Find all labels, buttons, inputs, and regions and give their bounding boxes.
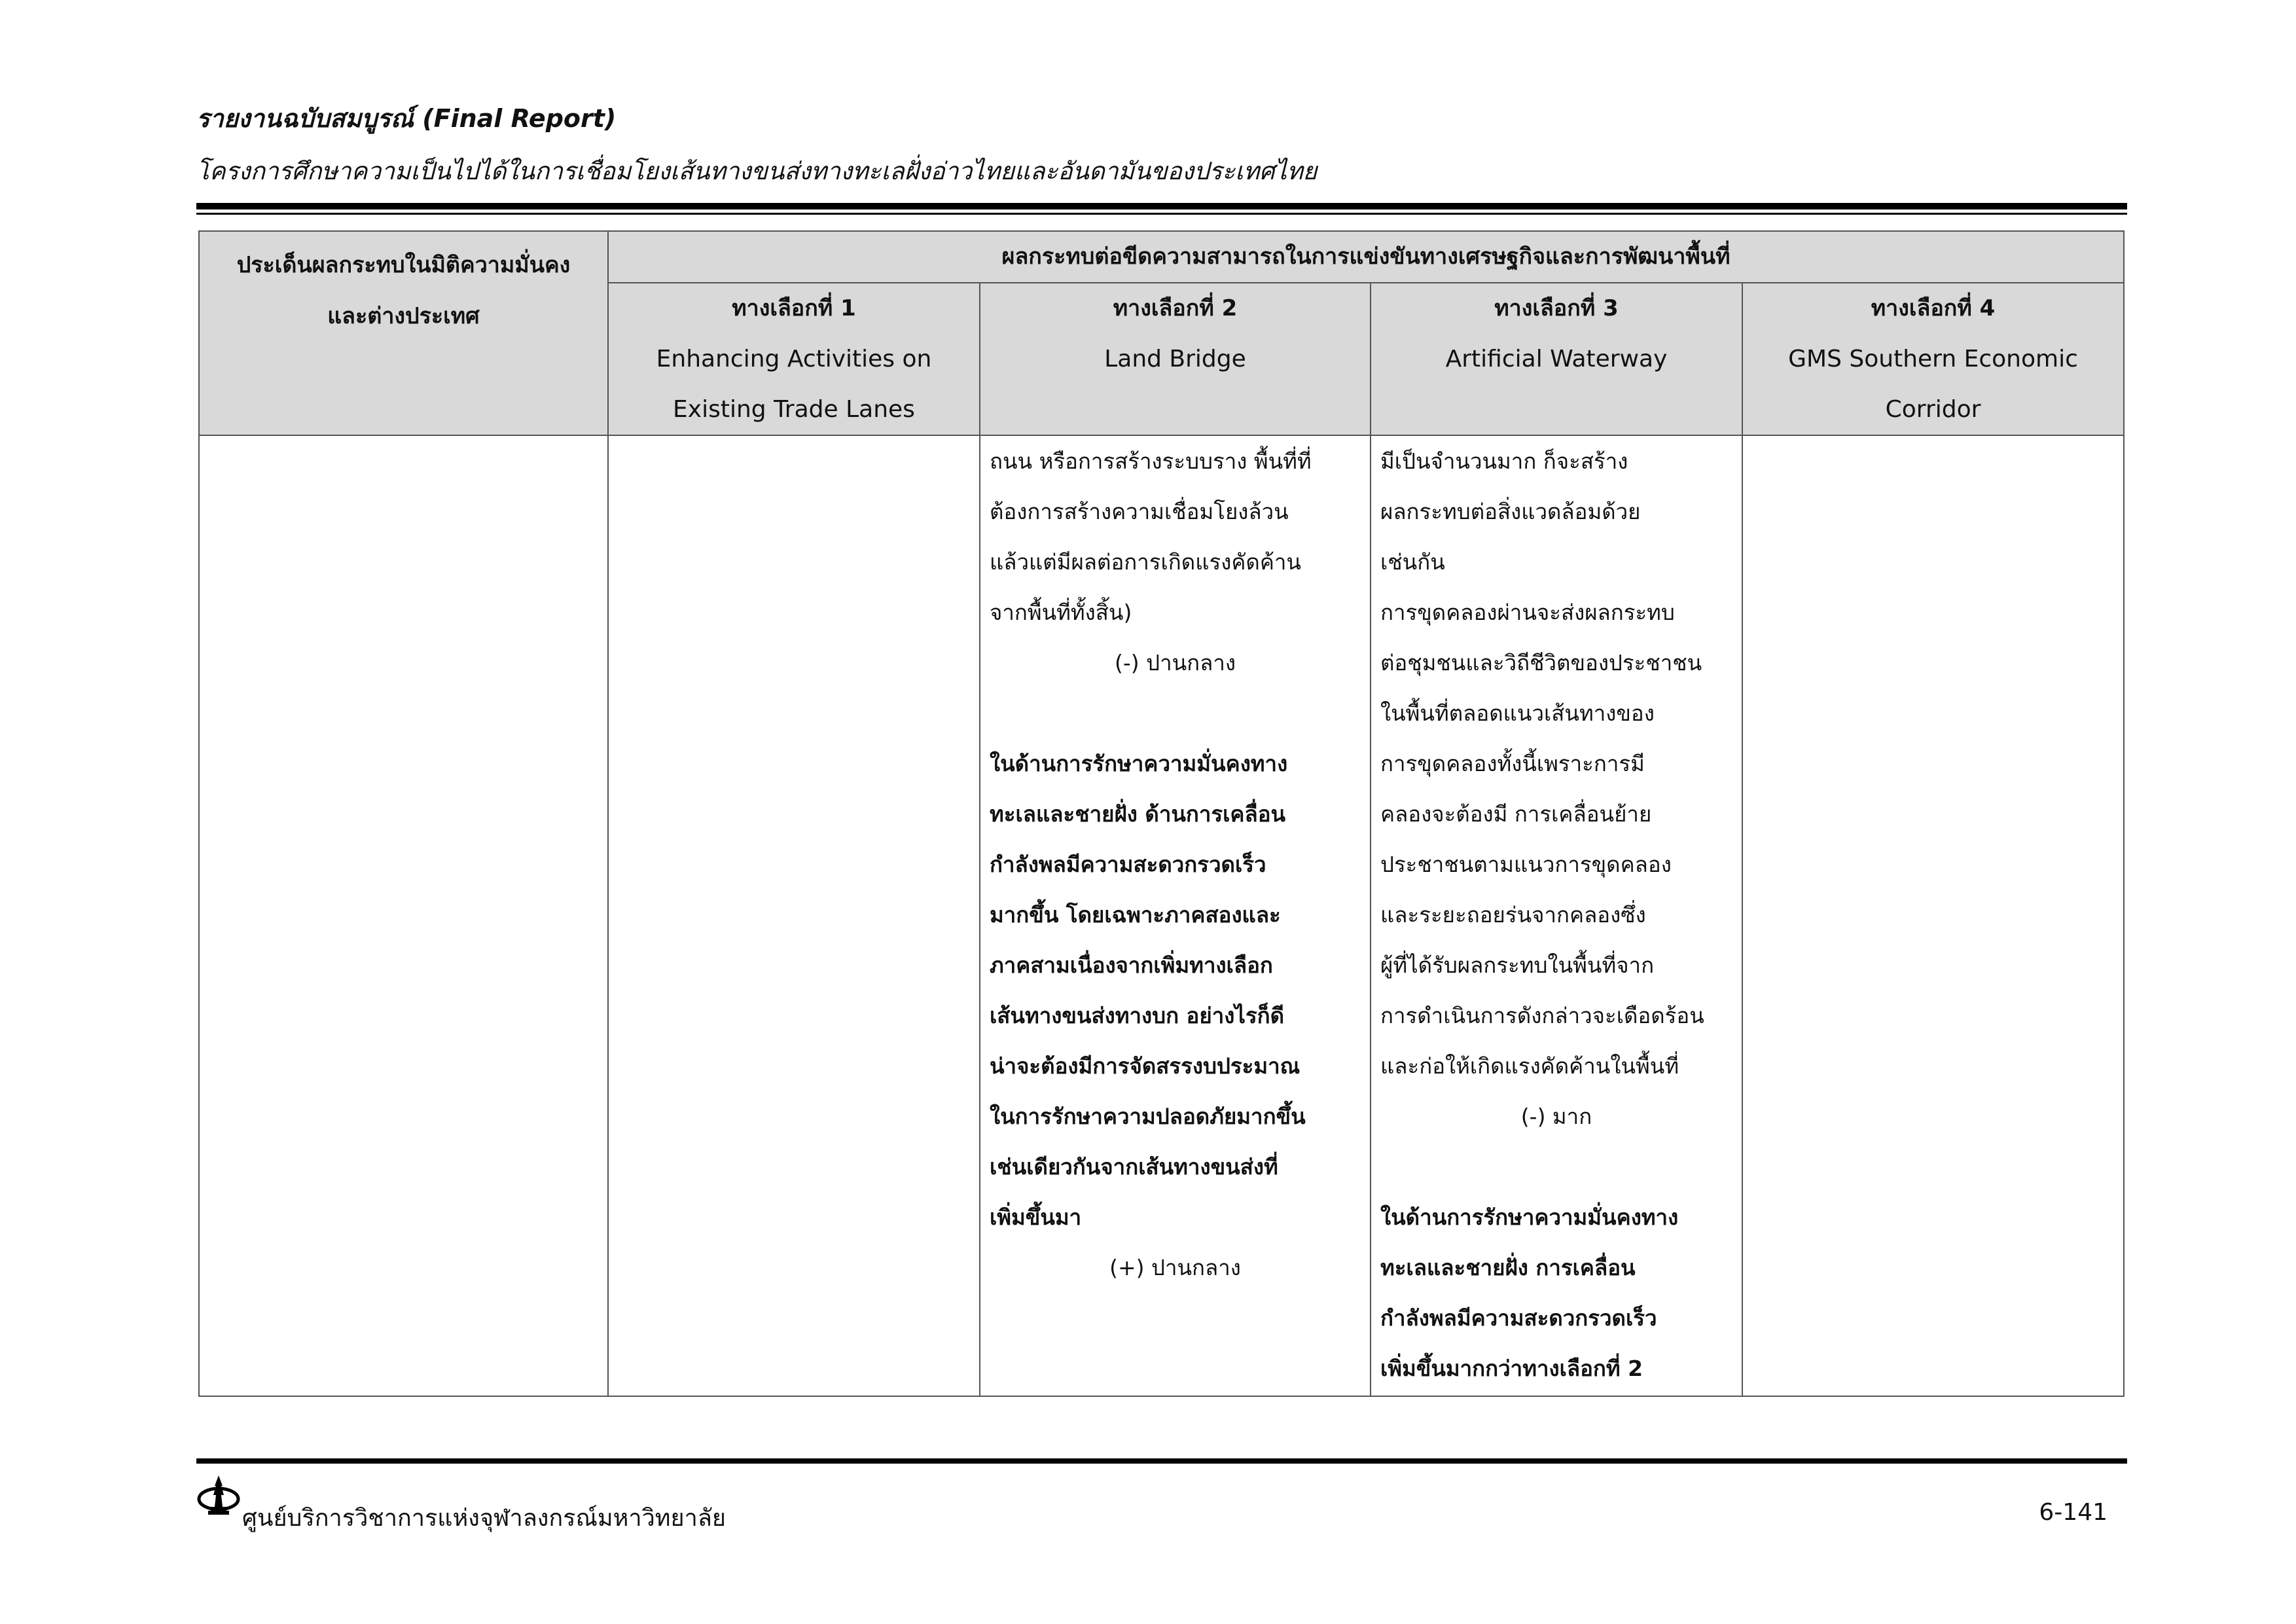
text-line: น่าจะต้องมีการจัดสรรงบประมาณ — [990, 1053, 1300, 1079]
option-1-body-cell — [608, 435, 980, 1396]
option-2-label: ทางเลือกที่ 2 — [1113, 295, 1238, 321]
text-line — [1380, 1142, 1732, 1192]
topic-header-line-2: และต่างประเทศ — [327, 303, 480, 329]
option-1-name-line-2: Existing Trade Lanes — [673, 396, 915, 423]
footer-organization: ศูนย์บริการวิชาการแห่งจุฬาลงกรณ์มหาวิทยาลัย — [242, 1505, 726, 1532]
option-1-name-line-1: Enhancing Activities on — [656, 346, 932, 372]
text-line: แล้วแต่มีผลต่อการเกิดแรงคัดค้าน — [990, 549, 1301, 575]
text-line: ในด้านการรักษาความมั่นคงทาง — [990, 751, 1288, 776]
text-line: เช่นกัน — [1380, 549, 1445, 575]
text-line: ในด้านการรักษาความมั่นคงทาง — [1380, 1204, 1679, 1230]
text-line — [990, 688, 1361, 738]
text-line: ในพื้นที่ตลอดแนวเส้นทางของ — [1380, 700, 1655, 726]
text-line: มีเป็นจำนวนมาก ก็จะสร้าง — [1380, 448, 1628, 474]
report-subtitle: โครงการศึกษาความเป็นไปได้ในการเชื่อมโยงเส้นทางขนส่งทางทะเลฝั่งอ่าวไทยและอันดามันของประเทศไทย — [196, 157, 1318, 185]
text-line: กำลังพลมีความสะดวกรวดเร็ว — [1380, 1305, 1657, 1331]
text-line: การขุดคลองทั้งนี้เพราะการมี — [1380, 751, 1645, 776]
text-line: ถนน หรือการสร้างระบบราง พื้นที่ที่ — [990, 448, 1312, 474]
text-line: เส้นทางขนส่งทางบก อย่างไรก็ดี — [990, 1003, 1285, 1028]
page-number: 6-141 — [2039, 1499, 2108, 1526]
text-line: ผลกระทบต่อสิ่งแวดล้อมด้วย — [1380, 499, 1641, 524]
text-line: ทะเลและชายฝั่ง ด้านการเคลื่อน — [990, 801, 1286, 827]
topic-body-cell — [199, 435, 608, 1396]
text-line: ต้องการสร้างความเชื่อมโยงล้วน — [990, 499, 1289, 524]
option-4-header — [1742, 283, 2124, 435]
option-4-body-cell — [1742, 435, 2124, 1396]
option-4-label: ทางเลือกที่ 4 — [1871, 295, 1996, 321]
text-line: จากพื้นที่ทั้งสิ้น) — [990, 600, 1132, 625]
impact-span-header: ผลกระทบต่อขีดความสามารถในการแข่งขันทางเศรษฐกิจและการพัฒนาพื้นที่ — [608, 231, 2124, 283]
option-1-label: ทางเลือกที่ 1 — [732, 295, 856, 321]
topic-header-line-1: ประเด็นผลกระทบในมิติความมั่นคง — [236, 252, 571, 278]
footer-rule-thick — [196, 1458, 2127, 1464]
text-line: เช่นเดียวกันจากเส้นทางขนส่งที่ — [990, 1154, 1278, 1180]
text-line: ผู้ที่ได้รับผลกระทบในพื้นที่จาก — [1380, 952, 1655, 978]
option-4-name-line-2: Corridor — [1885, 396, 1981, 423]
text-line: การขุดคลองผ่านจะส่งผลกระทบ — [1380, 600, 1675, 625]
text-line: (-) ปานกลาง — [1114, 650, 1236, 676]
option-4-name-line-1: GMS Southern Economic — [1788, 346, 2078, 372]
text-line: และระยะถอยร่นจากคลองซึ่ง — [1380, 902, 1646, 928]
text-line: ต่อชุมชนและวิถีชีวิตของประชาชน — [1380, 650, 1702, 676]
option-3-label: ทางเลือกที่ 3 — [1494, 295, 1619, 321]
text-line — [990, 1343, 1361, 1394]
report-title: รายงานฉบับสมบูรณ์ (Final Report) — [196, 104, 617, 133]
option-2-name-line-1: Land Bridge — [1104, 346, 1246, 372]
text-line: ทะเลและชายฝั่ง การเคลื่อน — [1380, 1255, 1636, 1280]
option-3-body-cell — [1371, 435, 1742, 1396]
text-line: และก่อให้เกิดแรงคัดค้านในพื้นที่ — [1380, 1053, 1679, 1079]
text-line: ประชาชนตามแนวการขุดคลอง — [1380, 852, 1672, 877]
header-rule-thick — [196, 203, 2127, 209]
option-1-header — [608, 283, 980, 435]
text-line: เพิ่มขึ้นมากกว่าทางเลือกที่ 2 — [1380, 1356, 1643, 1381]
text-line: การดำเนินการดังกล่าวจะเดือดร้อน — [1380, 1003, 1704, 1028]
text-line: (+) ปานกลาง — [1109, 1255, 1241, 1280]
text-line: เพิ่มขึ้นมา — [990, 1204, 1082, 1230]
header-rule-thin — [196, 213, 2127, 215]
topic-header-cell — [199, 231, 608, 435]
option-2-body-cell — [980, 435, 1371, 1396]
text-line — [990, 1293, 1361, 1343]
option-3-name-line-1: Artificial Waterway — [1445, 346, 1668, 372]
text-line: คลองจะต้องมี การเคลื่อนย้าย — [1380, 801, 1652, 827]
impact-table — [198, 230, 2125, 1397]
text-line: กำลังพลมีความสะดวกรวดเร็ว — [990, 852, 1266, 877]
text-line: ภาคสามเนื่องจากเพิ่มทางเลือก — [990, 952, 1273, 978]
option-3-header — [1371, 283, 1742, 435]
text-line: ในการรักษาความปลอดภัยมากขึ้น — [990, 1104, 1306, 1129]
text-line: (-) มาก — [1520, 1104, 1592, 1129]
option-2-header — [980, 283, 1371, 435]
university-emblem-icon — [196, 1473, 241, 1519]
text-line: มากขึ้น โดยเฉพาะภาคสองและ — [990, 902, 1281, 928]
